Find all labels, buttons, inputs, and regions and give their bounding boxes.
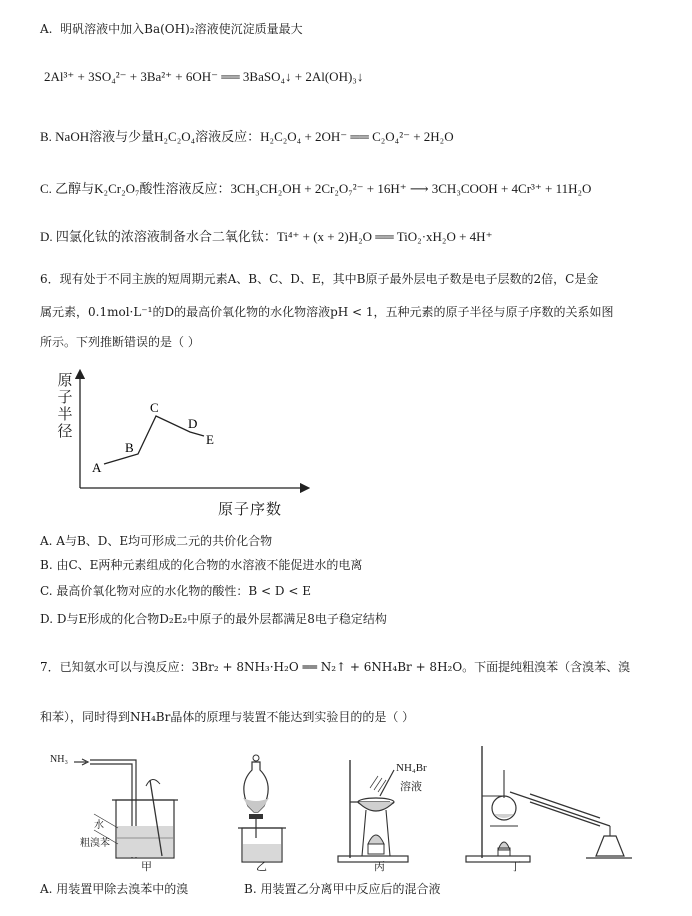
q6-stem-line1: 6．现有处于不同主族的短周期元素A、B、C、D、E，其中B原子最外层电子数是电子层数的2倍，C是金	[40, 272, 599, 286]
apparatus-ding	[460, 740, 640, 868]
option-b: B. NaOH溶液与少量H₂C₂O₄溶液反应：H₂C₂O₄ + 2OH⁻ ══ C₂O₄²⁻ + 2H₂O	[40, 129, 454, 144]
point-b-label: B	[125, 440, 134, 455]
q6-option-d: D. D与E形成的化合物D₂E₂中原子的最外层都满足8电子稳定结构	[40, 612, 387, 626]
point-e-label: E	[206, 432, 214, 447]
solution-label: 溶液	[400, 780, 422, 793]
point-d-label: D	[188, 416, 198, 431]
graph-svg	[50, 368, 310, 518]
apparatus-yi	[228, 740, 298, 868]
q7-stem-line1: 7．已知氨水可以与溴反应：3Br₂ + 8NH₃·H₂O ══ N₂↑ + 6NH₄Br + 8H₂O。下面提纯粗溴苯（含溴苯、溴	[40, 660, 631, 674]
apparatus-ding-label: 丁	[510, 860, 521, 873]
point-a-label: A	[92, 460, 102, 475]
q7-option-a: A. 用装置甲除去溴苯中的溴	[40, 882, 189, 896]
nh3-label: NH₃	[50, 754, 68, 765]
q6-option-a: A. A与B、D、E均可形成二元的共价化合物	[40, 534, 273, 548]
water-label: 水	[94, 820, 104, 831]
nh4br-label: NH₄Br	[396, 762, 427, 774]
q6-option-b: B. 由C、E两种元素组成的化合物的水溶液不能促进水的电离	[40, 558, 363, 572]
apparatus-yi-label: 乙	[256, 860, 267, 873]
option-a-equation: 2Al³⁺ + 3SO₄²⁻ + 3Ba²⁺ + 6OH⁻ ══ 3BaSO₄↓ + 2Al(OH)₃↓	[44, 69, 364, 84]
crude-bromobenzene-label: 粗溴苯	[80, 838, 110, 849]
graph-x-label: 原子序数	[218, 500, 283, 518]
apparatus-jia	[50, 740, 190, 868]
point-c-label: C	[150, 400, 159, 415]
q6-stem-line2: 属元素，0.1mol·L⁻¹的D的最高价氧化物的水化物溶液pH < 1，五种元素的原子半径与原子序数的关系如图	[40, 305, 614, 319]
option-a-text: A. 明矾溶液中加入Ba(OH)₂溶液使沉淀质量最大	[40, 22, 303, 36]
q7-stem-line2: 和苯），同时得到NH₄Br晶体的原理与装置不能达到实验目的的是（ ）	[40, 710, 415, 724]
apparatus-bing	[330, 740, 440, 868]
q6-stem-line3: 所示。下列推断错误的是（ ）	[40, 335, 200, 349]
option-d: D. 四氯化钛的浓溶液制备水合二氧化钛：Ti⁴⁺ + (x + 2)H₂O ══ TiO₂·xH₂O + 4H⁺	[40, 229, 493, 244]
q6-option-c: C. 最高价氧化物对应的水化物的酸性：B < D < E	[40, 584, 311, 598]
q7-option-b: B. 用装置乙分离甲中反应后的混合液	[244, 882, 441, 896]
graph-y-label: 原 子 半 径	[57, 371, 73, 440]
apparatus-jia-label: 甲	[141, 860, 152, 873]
option-c: C. 乙醇与K₂Cr₂O₇酸性溶液反应：3CH₃CH₂OH + 2Cr₂O₇²⁻ + 16H⁺ ⟶ 3CH₃COOH + 4Cr³⁺ + 11H₂O	[40, 181, 592, 196]
apparatus-bing-label: 丙	[374, 860, 385, 873]
radius-vs-number-graph	[50, 368, 310, 518]
